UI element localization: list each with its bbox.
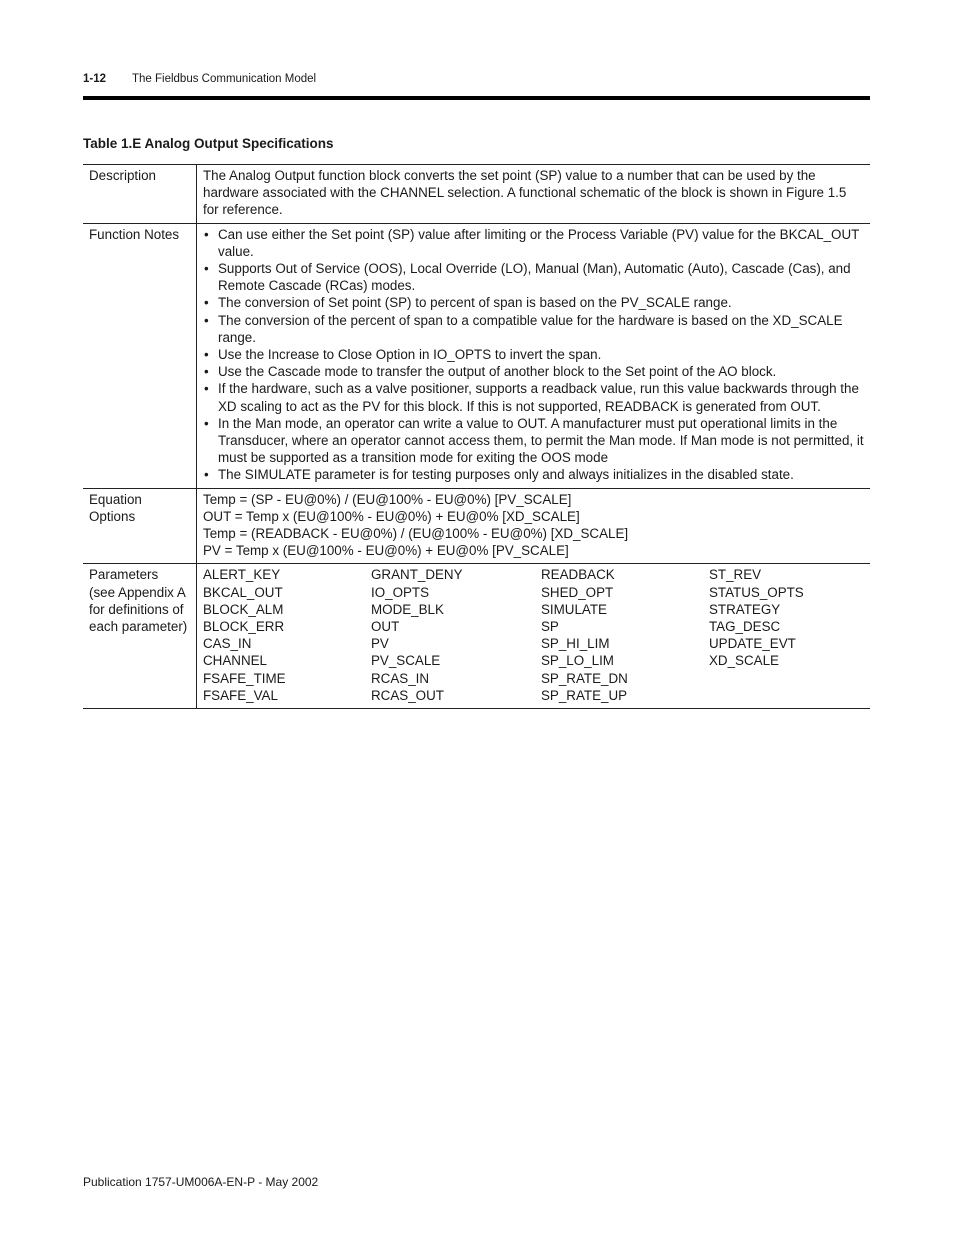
parameter-name: SP_RATE_UP bbox=[541, 687, 628, 703]
parameters-cell bbox=[197, 564, 871, 709]
parameter-name: STRATEGY bbox=[709, 601, 781, 617]
parameters-label-line: each parameter) bbox=[89, 619, 188, 635]
function-notes-list bbox=[203, 226, 864, 484]
parameter-name: READBACK bbox=[541, 567, 615, 583]
page-number: 1-12 bbox=[83, 73, 107, 85]
list-item: • In the Man mode, an operator can write a value to OUT. A manufacturer must put operational limits in the Transducer, where an operator cannot access them, to permit the Man mode. If Man mode is not permitted, it must be supported as a transition mode for exiting the OOS mode bbox=[203, 415, 864, 467]
parameters-column bbox=[203, 566, 371, 704]
parameter-name: XD_SCALE bbox=[709, 653, 779, 669]
parameter-name: CAS_IN bbox=[203, 636, 252, 652]
page-header bbox=[83, 73, 317, 85]
parameter-name: RCAS_IN bbox=[371, 670, 430, 686]
table-row bbox=[83, 488, 870, 564]
parameter-name: GRANT_DENY bbox=[371, 567, 463, 583]
parameter-name: IO_OPTS bbox=[371, 584, 430, 600]
list-item: • Supports Out of Service (OOS), Local Override (LO), Manual (Man), Automatic (Auto), Cascade (Cas), and Remote Cascade (RCas) modes. bbox=[203, 260, 864, 294]
list-item: • Use the Increase to Close Option in IO_OPTS to invert the span. bbox=[203, 346, 864, 363]
list-item: • If the hardware, such as a valve positioner, supports a readback value, run this value backwards through the XD scaling to act as the PV for this block. If this is not supported, READBACK is generated from OUT. bbox=[203, 380, 864, 414]
table-row bbox=[83, 223, 870, 488]
function-notes-cell bbox=[197, 223, 871, 488]
parameter-name: SP_RATE_DN bbox=[541, 670, 628, 686]
parameter-name: TAG_DESC bbox=[709, 619, 781, 635]
parameters-label-line: for definitions of bbox=[89, 601, 184, 617]
chapter-title: The Fieldbus Communication Model bbox=[132, 73, 317, 85]
parameter-name: FSAFE_TIME bbox=[203, 670, 286, 686]
parameter-name: BLOCK_ERR bbox=[203, 619, 285, 635]
publication-footer: Publication 1757-UM006A-EN-P - May 2002 bbox=[83, 1175, 319, 1189]
parameter-name: SP bbox=[541, 619, 559, 635]
list-item: • The conversion of the percent of span to a compatible value for the hardware is based on the XD_SCALE range. bbox=[203, 312, 864, 346]
equation-line: Temp = (SP - EU@0%) / (EU@100% - EU@0%) [PV_SCALE] bbox=[203, 491, 572, 507]
parameters-label-line: (see Appendix A bbox=[89, 584, 186, 600]
list-item: • Can use either the Set point (SP) value after limiting or the Process Variable (PV) value for the BKCAL_OUT value. bbox=[203, 226, 864, 260]
parameter-name: BKCAL_OUT bbox=[203, 584, 283, 600]
header-rule bbox=[83, 96, 870, 100]
parameter-name: ST_REV bbox=[709, 567, 762, 583]
table-row bbox=[83, 564, 870, 709]
parameters-label-line: Parameters bbox=[89, 567, 159, 583]
equation-line: Temp = (READBACK - EU@0%) / (EU@100% - EU@0%) [XD_SCALE] bbox=[203, 526, 629, 542]
list-item: • Use the Cascade mode to transfer the output of another block to the Set point of the AO block. bbox=[203, 363, 864, 380]
parameter-name: SP_HI_LIM bbox=[541, 636, 610, 652]
row-label-equation-options: Equation Options bbox=[83, 488, 197, 564]
parameter-name: SP_LO_LIM bbox=[541, 653, 614, 669]
table-row bbox=[83, 165, 870, 224]
parameter-name: STATUS_OPTS bbox=[709, 584, 804, 600]
table-caption: Table 1.E Analog Output Specifications bbox=[83, 136, 334, 151]
parameters-column bbox=[541, 566, 709, 704]
parameters-column bbox=[709, 566, 859, 704]
parameters-grid bbox=[203, 566, 864, 704]
parameter-name: SIMULATE bbox=[541, 601, 607, 617]
parameter-name: RCAS_OUT bbox=[371, 687, 444, 703]
parameter-name: SHED_OPT bbox=[541, 584, 614, 600]
parameter-name: MODE_BLK bbox=[371, 601, 444, 617]
equation-line: PV = Temp x (EU@100% - EU@0%) + EU@0% [PV_SCALE] bbox=[203, 543, 569, 559]
parameter-name: CHANNEL bbox=[203, 653, 267, 669]
parameter-name: UPDATE_EVT bbox=[709, 636, 796, 652]
parameter-name: PV_SCALE bbox=[371, 653, 441, 669]
parameter-name: ALERT_KEY bbox=[203, 567, 281, 583]
equation-options-cell bbox=[197, 488, 871, 564]
parameter-name: PV bbox=[371, 636, 389, 652]
parameter-name: BLOCK_ALM bbox=[203, 601, 284, 617]
row-label-parameters bbox=[83, 564, 197, 709]
spec-table bbox=[83, 164, 870, 709]
parameters-column bbox=[371, 566, 541, 704]
row-label-function-notes: Function Notes bbox=[83, 223, 197, 488]
row-label-description: Description bbox=[83, 165, 197, 224]
parameter-name: OUT bbox=[371, 619, 400, 635]
description-text: The Analog Output function block converts the set point (SP) value to a number that can be used by the hardware associated with the CHANNEL selection. A functional schematic of the block is shown in Figure 1.5 for reference. bbox=[197, 165, 871, 224]
list-item: • The SIMULATE parameter is for testing purposes only and always initializes in the disabled state. bbox=[203, 466, 864, 483]
list-item: • The conversion of Set point (SP) to percent of span is based on the PV_SCALE range. bbox=[203, 294, 864, 311]
equation-line: OUT = Temp x (EU@100% - EU@0%) + EU@0% [XD_SCALE] bbox=[203, 508, 580, 524]
parameter-name: FSAFE_VAL bbox=[203, 687, 278, 703]
